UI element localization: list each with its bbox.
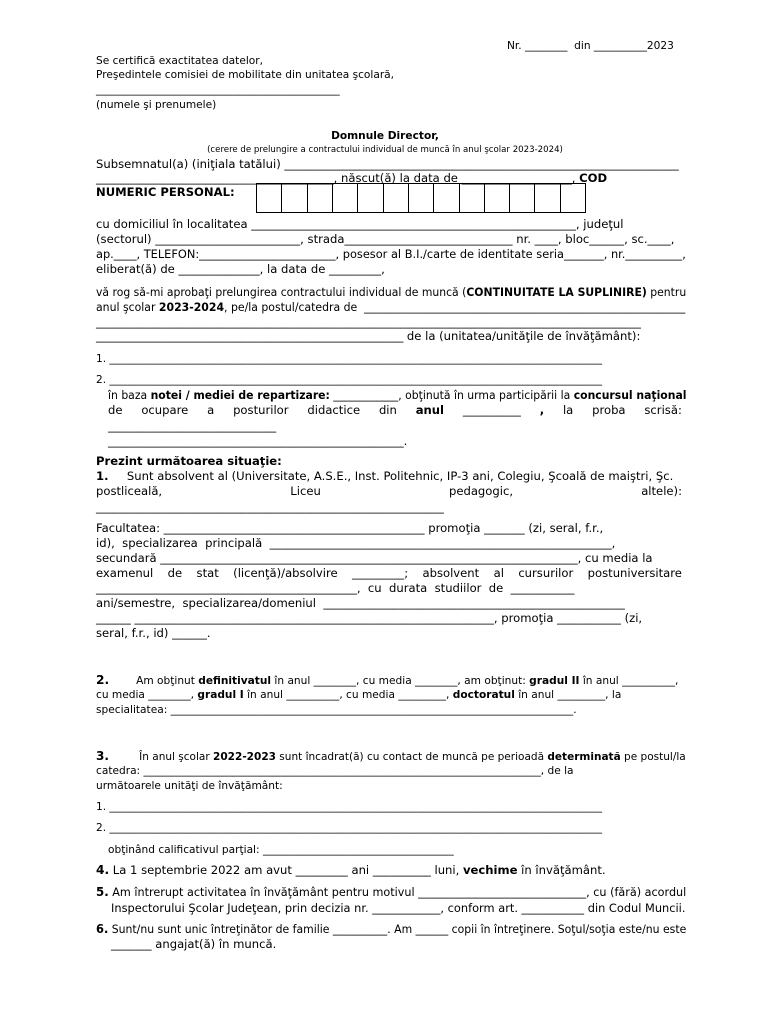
request-line-1: vă rog să-mi aprobaţi prelungirea contractului individual de muncă (CONTINUITATE LA SUPLINIRE) pentru bbox=[96, 285, 687, 299]
unit-item-1: 1. _____________________________________________________________________________________________ bbox=[96, 353, 603, 365]
exam-blank-line-2: ___________________________________________________. bbox=[108, 434, 408, 448]
phone-id-line: ap.____, TELEFON:________________________, posesor al B.I./carte de identitate seria_______, nr.__________, bbox=[96, 247, 686, 261]
commission-president-text: Preşedintele comisiei de mobilitate din unitatea şcolară, bbox=[96, 69, 395, 81]
request-subtitle: (cerere de prelungire a contractului individual de muncă în anul şcolar 2023-2024) bbox=[207, 145, 563, 155]
specialization-line: id), specializarea principală ___________________________________________________________, bbox=[96, 536, 616, 550]
situation-heading: Prezint următoarea situaţie: bbox=[96, 454, 282, 468]
residence-line: cu domiciliul în localitatea ________________________________________________________, judeţul bbox=[96, 217, 624, 231]
birth-date-line: _________________________________________, născut(ă) la data de ___________________, COD bbox=[96, 171, 608, 185]
degrees-line-1: 2. Am obţinut definitivatul în anul ________, cu media ________, am obţinut: gradul II în anul __________, bbox=[96, 673, 679, 687]
family-line-1: 6. Sunt/nu sunt unic întreţinător de familie __________. Am ______ copii în întreţinere. Soţul/soţia este/nu este bbox=[96, 922, 687, 936]
request-blank-line: ______________________________________________________________________________________________ bbox=[96, 315, 641, 329]
secondary-line: secundară ________________________________________________________________________, cu media la bbox=[96, 551, 653, 565]
promotion-line: ______ ______________________________________________________________, promoţia ___________ (zi, bbox=[96, 611, 643, 625]
score-line: în baza notei / mediei de repartizare: ____________, obţinută în urma participării la concursul naţional bbox=[108, 388, 687, 402]
employment-units-label: următoarele unităţi de învăţământ: bbox=[96, 780, 283, 792]
addressee-title: Domnule Director, bbox=[331, 130, 439, 142]
interruption-line-1: 5. Am întrerupt activitatea în învăţământ pentru motivul ______________________________, cu (fără) acordul bbox=[96, 885, 687, 899]
competition-line: de ocupare a posturilor didactice din anul __________ , la proba scrisă: bbox=[108, 403, 682, 417]
seniority-line: 4. La 1 septembrie 2022 am avut _________ ani __________ luni, vechime în învăţământ. bbox=[96, 863, 606, 877]
issued-by-line: eliberat(ă) de ______________, la data de _________, bbox=[96, 262, 385, 276]
units-line: _____________________________________________________ de la (unitatea/unităţile de învăţământ): bbox=[96, 329, 641, 343]
certification-text: Se certifică exactitatea datelor, bbox=[96, 55, 263, 67]
specialty-line: specialitatea: ____________________________________________________________________________. bbox=[96, 704, 577, 716]
cnp-label: NUMERIC PERSONAL: bbox=[96, 185, 235, 199]
partial-rating-line: obţinând calificativul parţial: ____________________________________ bbox=[108, 844, 454, 856]
family-line-2: _______ angajat(ă) în muncă. bbox=[111, 937, 277, 951]
study-duration-line: _____________________________________________, cu durata studiilor de ___________ bbox=[96, 581, 575, 595]
employment-line-2: catedra: ___________________________________________________________________________, de la bbox=[96, 765, 574, 777]
employment-unit-2: 2. _____________________________________________________________________________________________ bbox=[96, 822, 603, 834]
degrees-line-2: cu media ________, gradul I în anul __________, cu media _________, doctoratul în anul _________, la bbox=[96, 689, 622, 701]
employment-line-1: 3. În anul şcolar 2022-2023 sunt încadrat(ă) cu contact de muncă pe perioadă determinată pe postul/la bbox=[96, 749, 686, 763]
cnp-digit-boxes[interactable] bbox=[256, 183, 586, 213]
graduate-line-2: postliceală, Liceu pedagogic, altele): bbox=[96, 484, 682, 498]
interruption-line-2: Inspectorului Şcolar Judeţean, prin decizia nr. ____________, conform art. ___________ din Codul Muncii. bbox=[111, 901, 686, 915]
exam-blank-line-1: _____________________________ bbox=[108, 419, 277, 433]
state-exam-line: examenul de stat (licenţă)/absolvire _________; absolvent al cursurilor postuniversitare bbox=[96, 566, 682, 580]
graduate-line-1: 1. Sunt absolvent al (Universitate, A.S.E., Inst. Politehnic, IP-3 ani, Colegiu, Şcoală de maiştri, Şc. bbox=[96, 469, 674, 483]
request-line-2: anul şcolar 2023-2024, pe/la postul/catedra de ___________________________________________________________ bbox=[96, 300, 686, 314]
name-hint: (numele şi prenumele) bbox=[96, 99, 217, 111]
registration-number-line: Nr. ________ din __________2023 bbox=[507, 40, 674, 52]
signature-line: ______________________________________________ bbox=[96, 84, 340, 96]
applicant-name-line: Subsemnatul(a) (iniţiala tatălui) ____________________________________________________________________ bbox=[96, 157, 679, 171]
address-line: (sectorul) _________________________, strada_____________________________ nr. ____, bloc______, sc.____, bbox=[96, 232, 675, 246]
faculty-line: Facultatea: _____________________________________________ promoţia _______ (zi, seral, f.r., bbox=[96, 521, 604, 535]
study-form-line: seral, f.r., id) ______. bbox=[96, 626, 211, 640]
employment-unit-1: 1. _____________________________________________________________________________________________ bbox=[96, 801, 603, 813]
graduate-blank-line: ____________________________________________________________ bbox=[96, 500, 444, 514]
unit-item-2: 2. _____________________________________________________________________________________________ bbox=[96, 374, 603, 386]
domain-line: ani/semestre, specializarea/domeniul ____________________________________________________ bbox=[96, 596, 625, 610]
